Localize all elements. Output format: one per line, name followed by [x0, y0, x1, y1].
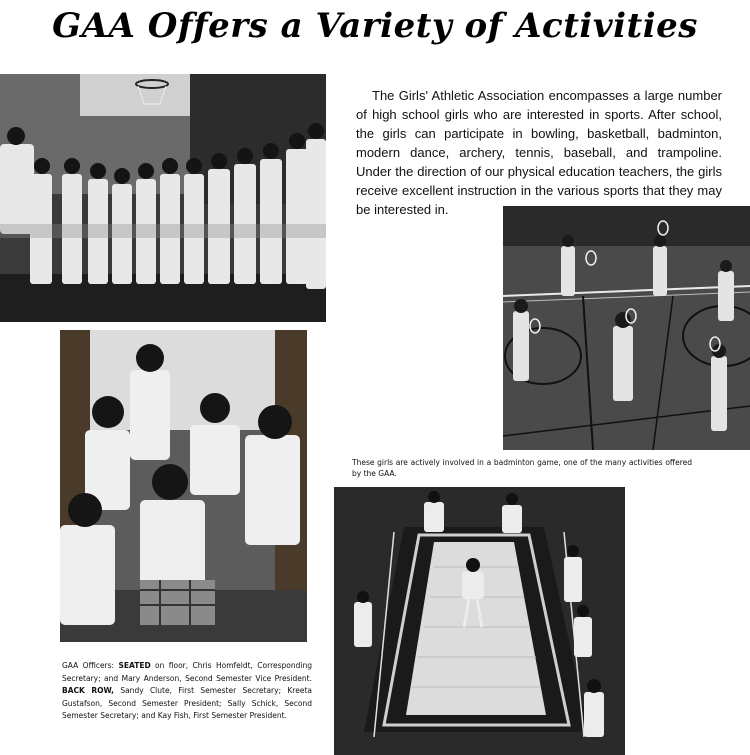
officers-back-text: Sandy Clute, First Semester Secretary; Kreeta Gustafson, Second Semester President; Sally Schick, Second Semester Secretary; and Kay Fish, First Semester President. [62, 686, 312, 720]
photo-trampoline [334, 487, 625, 755]
intro-paragraph: The Girls' Athletic Association encompasses a large number of high school girls who are interested in sports. After school, the girls can participate in bowling, basketball, badminton, modern dance, archery, tennis, baseball, and trampoline. Under the direction of our physical education teachers, the girls receive excellent instruction in the various sports that they may be interested in. [356, 88, 722, 217]
officers-back-label: BACK ROW, [62, 686, 115, 695]
officers-caption-prefix: GAA Officers: [62, 661, 119, 670]
page-headline: GAA Offers a Variety of Activities [52, 6, 698, 46]
officers-seated-label: SEATED [118, 661, 151, 670]
photo-gym-lineup [0, 74, 326, 322]
badminton-caption: These girls are actively involved in a badminton game, one of the many activities offered by the GAA. [352, 458, 692, 478]
photo-badminton-game [503, 206, 750, 450]
officers-caption [62, 660, 312, 723]
photo-gaa-officers [60, 330, 307, 642]
officers-seated-text: on floor, Chris Homfeldt, Corresponding Secretary; and Mary Anderson, Second Semester Vice President. [62, 661, 312, 683]
